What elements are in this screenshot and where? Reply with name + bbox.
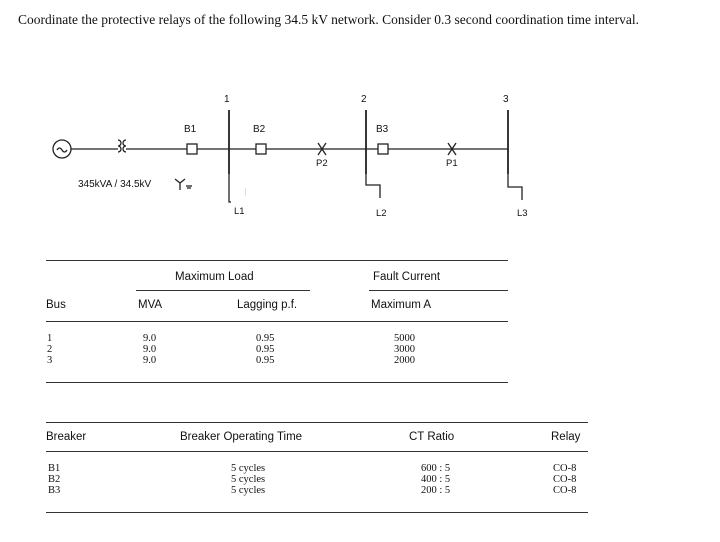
breaker-b1-label: B1 xyxy=(184,124,197,135)
table-row-pf: 0.95 xyxy=(256,344,275,355)
fault-p2-label: P2 xyxy=(316,158,328,169)
table-row-relay: CO-8 xyxy=(553,485,577,496)
transformer-icon xyxy=(118,140,126,152)
bus-1-label: 1 xyxy=(224,94,230,105)
breaker-b3-label: B3 xyxy=(376,124,389,135)
breaker-column xyxy=(48,463,60,496)
breaker-b2-label: B2 xyxy=(253,124,266,135)
table-row-pf: 0.95 xyxy=(256,355,275,366)
time-column xyxy=(231,463,265,496)
max-load-header: Maximum Load xyxy=(175,271,254,283)
question-text: Coordinate the protective relays of the following 34.5 kV network. Consider 0.3 second coordination time interval. xyxy=(18,12,639,27)
load-l3-icon xyxy=(508,174,522,200)
table-row-ct: 200 : 5 xyxy=(421,485,451,496)
table-row-bus: 2 xyxy=(47,344,53,355)
col-relay: Relay xyxy=(551,431,581,443)
col-breaker: Breaker xyxy=(46,431,87,443)
transformer-label: 345kVA / 34.5kV xyxy=(78,179,152,190)
table-row-pf: 0.95 xyxy=(256,333,275,344)
table-row-relay: CO-8 xyxy=(553,474,577,485)
table-row-ct: 600 : 5 xyxy=(421,463,451,474)
breaker-table-top-rule xyxy=(46,422,588,423)
one-line-diagram xyxy=(0,0,720,240)
table-row-ct: 400 : 5 xyxy=(421,474,451,485)
bus-column xyxy=(47,333,52,366)
fault-current-header: Fault Current xyxy=(373,271,441,283)
breaker-table-header-rule xyxy=(46,451,588,452)
breaker-b1-icon xyxy=(187,144,197,154)
load-table-top-rule xyxy=(46,260,508,261)
col-mva: MVA xyxy=(138,299,163,311)
load-table-header-rule xyxy=(46,321,508,322)
load-table-bottom-rule xyxy=(46,382,508,383)
table-row-breaker: B2 xyxy=(48,474,61,485)
fault-current-underline xyxy=(369,290,508,291)
breaker-table-bottom-rule xyxy=(46,512,588,513)
ac-source-icon xyxy=(53,140,71,158)
pf-column xyxy=(256,333,274,366)
fault-column xyxy=(394,333,415,366)
load-l2-label: L2 xyxy=(376,208,387,219)
table-row-fault: 5000 xyxy=(394,333,415,344)
col-fault: Maximum A xyxy=(371,299,432,311)
load-l2-icon xyxy=(366,174,380,198)
table-row-breaker: B1 xyxy=(48,463,61,474)
table-row-mva: 9.0 xyxy=(143,333,157,344)
table-row-bus: 3 xyxy=(47,355,53,366)
table-row-fault: 3000 xyxy=(394,344,415,355)
col-pf: Lagging p.f. xyxy=(237,299,298,311)
col-ct-ratio: CT Ratio xyxy=(409,431,455,443)
load-l3-label: L3 xyxy=(517,208,528,219)
bus-3-label: 3 xyxy=(503,94,509,105)
fault-p1-label: P1 xyxy=(446,158,458,169)
table-row-relay: CO-8 xyxy=(553,463,577,474)
table-row-time: 5 cycles xyxy=(231,463,266,474)
table-row-time: 5 cycles xyxy=(231,474,266,485)
load-l1-label: L1 xyxy=(234,206,245,217)
max-load-underline xyxy=(136,290,310,291)
table-row-breaker: B3 xyxy=(48,485,61,496)
table-row-mva: 9.0 xyxy=(143,355,157,366)
ct-column xyxy=(421,463,450,496)
breaker-b3-icon xyxy=(378,144,388,154)
col-operating-time: Breaker Operating Time xyxy=(180,431,303,443)
wye-grounded-icon xyxy=(175,179,192,190)
mva-column xyxy=(143,333,156,366)
table-row-bus: 1 xyxy=(47,333,53,344)
table-row-mva: 9.0 xyxy=(143,344,157,355)
table-row-fault: 2000 xyxy=(394,355,415,366)
col-bus: Bus xyxy=(46,299,66,311)
load-l1-hook xyxy=(229,180,231,202)
bus-2-label: 2 xyxy=(361,94,367,105)
relay-column xyxy=(553,463,576,496)
table-row-time: 5 cycles xyxy=(231,485,266,496)
breaker-b2-icon xyxy=(256,144,266,154)
